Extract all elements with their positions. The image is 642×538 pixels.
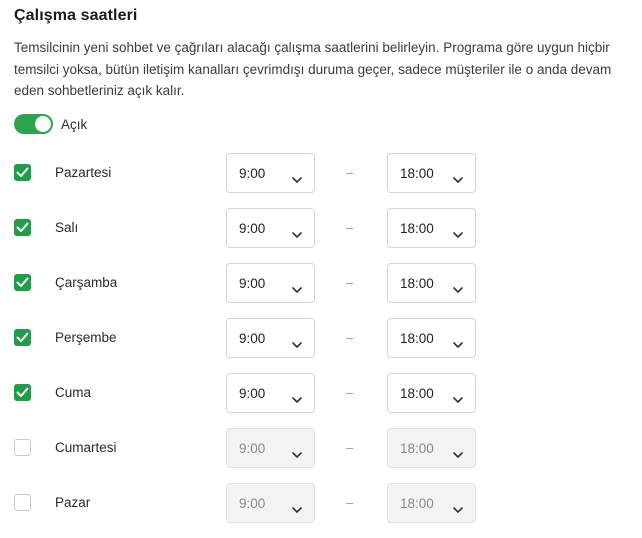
- working-hours-toggle[interactable]: [14, 114, 53, 134]
- start-time-select[interactable]: [226, 373, 315, 413]
- day-row: [0, 263, 642, 303]
- chevron-down-icon: [453, 280, 463, 298]
- end-time-value: 18:00: [400, 331, 434, 346]
- day-label: Perşembe: [55, 330, 117, 345]
- end-time-value: 18:00: [400, 386, 434, 401]
- start-time-value: 9:00: [239, 221, 266, 236]
- day-row: [0, 373, 642, 413]
- start-time-select[interactable]: [226, 428, 315, 468]
- time-separator: –: [346, 495, 354, 510]
- day-checkbox[interactable]: [14, 274, 31, 291]
- chevron-down-icon: [292, 280, 302, 298]
- start-time-select[interactable]: [226, 318, 315, 358]
- toggle-knob: [35, 116, 51, 132]
- day-row: [0, 318, 642, 358]
- end-time-value: 18:00: [400, 496, 434, 511]
- chevron-down-icon: [292, 390, 302, 408]
- end-time-select[interactable]: [387, 263, 476, 303]
- start-time-select[interactable]: [226, 208, 315, 248]
- start-time-value: 9:00: [239, 496, 266, 511]
- time-separator: –: [346, 385, 354, 400]
- start-time-select[interactable]: [226, 263, 315, 303]
- toggle-label: Açık: [61, 116, 88, 132]
- day-label: Cuma: [55, 385, 92, 400]
- chevron-down-icon: [292, 170, 302, 188]
- end-time-select[interactable]: [387, 373, 476, 413]
- end-time-select[interactable]: [387, 318, 476, 358]
- end-time-select[interactable]: [387, 208, 476, 248]
- chevron-down-icon: [453, 170, 463, 188]
- chevron-down-icon: [292, 335, 302, 353]
- time-separator: –: [346, 330, 354, 345]
- chevron-down-icon: [292, 500, 302, 518]
- end-time-value: 18:00: [400, 441, 434, 456]
- end-time-value: 18:00: [400, 221, 434, 236]
- start-time-value: 9:00: [239, 441, 266, 456]
- start-time-select[interactable]: [226, 483, 315, 523]
- chevron-down-icon: [453, 500, 463, 518]
- chevron-down-icon: [453, 390, 463, 408]
- time-separator: –: [346, 220, 354, 235]
- chevron-down-icon: [292, 225, 302, 243]
- time-separator: –: [346, 165, 354, 180]
- start-time-value: 9:00: [239, 276, 266, 291]
- day-label: Pazartesi: [55, 165, 112, 180]
- chevron-down-icon: [453, 335, 463, 353]
- day-checkbox[interactable]: [14, 494, 31, 511]
- day-checkbox[interactable]: [14, 219, 31, 236]
- day-row: [0, 153, 642, 193]
- day-checkbox[interactable]: [14, 439, 31, 456]
- end-time-select[interactable]: [387, 428, 476, 468]
- day-label: Pazar: [55, 495, 91, 510]
- day-checkbox[interactable]: [14, 384, 31, 401]
- day-checkbox[interactable]: [14, 164, 31, 181]
- chevron-down-icon: [292, 445, 302, 463]
- start-time-value: 9:00: [239, 166, 266, 181]
- start-time-value: 9:00: [239, 331, 266, 346]
- start-time-value: 9:00: [239, 386, 266, 401]
- day-row: [0, 208, 642, 248]
- day-checkbox[interactable]: [14, 329, 31, 346]
- chevron-down-icon: [453, 445, 463, 463]
- day-label: Salı: [55, 220, 79, 235]
- section-description: Temsilcinin yeni sohbet ve çağrıları alacağı çalışma saatlerini belirleyin. Programa göre uygun hiçbir temsilci yoksa, bütün iletişim kanalları çevrimdışı duruma geçer, sadece müşteriler ile o anda devam eden sohbetleriniz açık kalır.: [14, 40, 612, 98]
- end-time-select[interactable]: [387, 153, 476, 193]
- end-time-value: 18:00: [400, 166, 434, 181]
- section-title: Çalışma saatleri: [14, 7, 138, 24]
- day-label: Cumartesi: [55, 440, 117, 455]
- toggle-row: [14, 114, 87, 134]
- day-row: [0, 483, 642, 523]
- time-separator: –: [346, 275, 354, 290]
- chevron-down-icon: [453, 225, 463, 243]
- time-separator: –: [346, 440, 354, 455]
- end-time-value: 18:00: [400, 276, 434, 291]
- day-row: [0, 428, 642, 468]
- start-time-select[interactable]: [226, 153, 315, 193]
- end-time-select[interactable]: [387, 483, 476, 523]
- day-label: Çarşamba: [55, 275, 118, 290]
